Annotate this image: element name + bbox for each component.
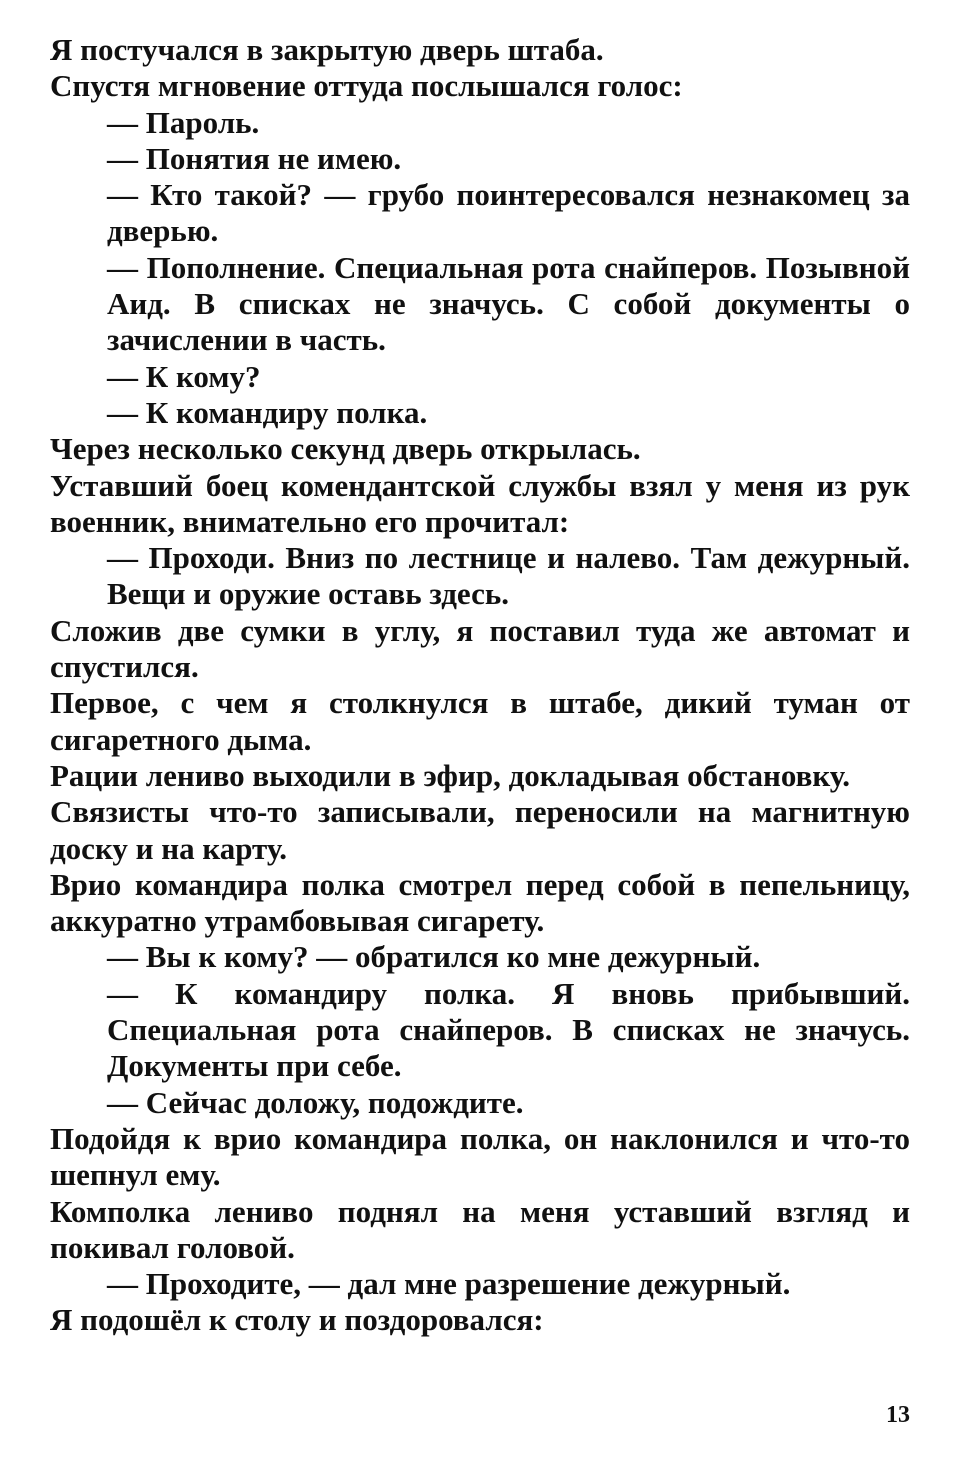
paragraph: Уставший боец комендантской службы взял у меня из рук военник, внимательно его прочитал: <box>50 467 910 539</box>
dialogue-line: — К командиру полка. Я вновь прибывший. Специальная рота снайперов. В списках не значусь. Документы при себе. <box>107 975 910 1084</box>
paragraph: Сложив две сумки в углу, я поставил туда же автомат и спустился. <box>50 612 910 685</box>
paragraph: Подойдя к врио командира полка, он наклонился и что-то шепнул ему. <box>50 1120 910 1193</box>
paragraph: Спустя мгновение оттуда послышался голос: <box>50 68 683 104</box>
paragraph: Врио командира полка смотрел перед собой в пепельницу, аккуратно утрамбовывая сигарету. <box>50 866 910 939</box>
dialogue-line: — Пополнение. Специальная рота снайперов. Позывной Аид. В списках не значусь. С собой документы о зачислении в часть. <box>107 249 910 358</box>
paragraph: Комполка лениво поднял на меня уставший взгляд и покивал головой. <box>50 1193 910 1265</box>
paragraph: Я подошёл к столу и поздоровался: <box>50 1302 544 1338</box>
paragraph: Я постучался в закрытую дверь штаба. <box>50 32 604 67</box>
page-text <box>50 32 910 1339</box>
dialogue-line: — Сейчас доложу, подождите. <box>107 1084 524 1120</box>
paragraph: Связисты что-то записывали, переносили на магнитную доску и на карту. <box>50 794 910 866</box>
dialogue-line: — Проходи. Вниз по лестнице и налево. Там дежурный. Вещи и оружие оставь здесь. <box>107 540 910 612</box>
dialogue-line: — Пароль. <box>107 104 260 140</box>
paragraph: Рации лениво выходили в эфир, докладывая обстановку. <box>50 757 850 793</box>
paragraph: Через несколько секунд дверь открылась. <box>50 431 641 467</box>
page-number: 13 <box>886 1402 910 1428</box>
dialogue-line: — Кто такой? — грубо поинтересовался незнакомец за дверью. <box>107 177 910 249</box>
dialogue-line: — К командиру полка. <box>107 394 428 430</box>
dialogue-line: — Проходите, — дал мне разрешение дежурный. <box>107 1266 791 1302</box>
paragraph: Первое, с чем я столкнулся в штабе, дикий туман от сигаретного дыма. <box>50 685 910 757</box>
dialogue-line: — Вы к кому? — обратился ко мне дежурный. <box>107 939 761 975</box>
dialogue-line: — К кому? <box>107 358 261 394</box>
dialogue-line: — Понятия не имею. <box>107 140 402 176</box>
